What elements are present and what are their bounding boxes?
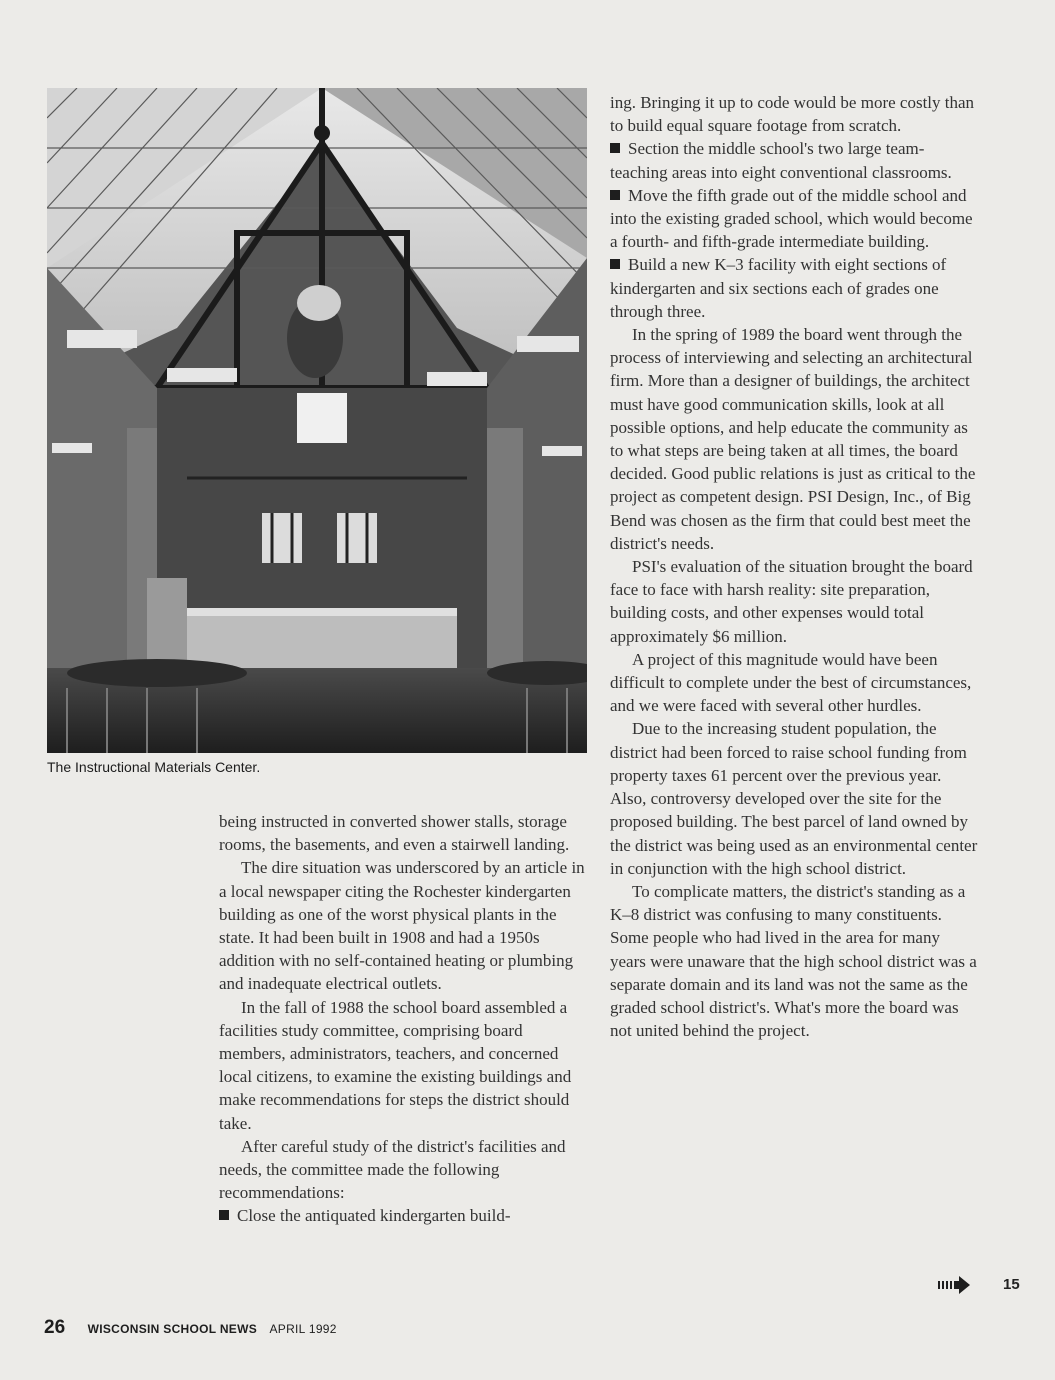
paragraph: In the fall of 1988 the school board assembled a facilities study committee, comprising board members, administrators, teachers, and concerned local citizens, to examine the existing buildings and make recommendations for steps the district should take. (219, 997, 572, 1133)
photo-caption: The Instructional Materials Center. (47, 759, 261, 775)
page-number: 26 (44, 1317, 66, 1338)
bullet-square-icon (219, 1210, 229, 1220)
paragraph: After careful study of the district's facilities and needs, the committee made the following recommendations: (219, 1136, 566, 1203)
paragraph: Due to the increasing student population, the district had been forced to raise school funding from property taxes 61 percent over the previous year. Also, controversy developed over the site for the proposed building. The best parcel of land owned by the district was being used as an environmental center in conjunction with the high school district. (610, 719, 978, 878)
article-column-right (610, 91, 980, 1042)
article-column-left (219, 810, 589, 1228)
page-footer (44, 1317, 337, 1339)
paragraph: To complicate matters, the district's standing as a K–8 district was confusing to many constituents. Some people who had lived in the area for many years were unaware that the high school district was a separate domain and its land was not the same as the graded school district's. What's more the board was not united behind the project. (610, 881, 977, 1041)
continue-arrow-icon (938, 1275, 972, 1295)
paragraph-continuation: being instructed in converted shower stalls, storage rooms, the basements, and even a stairwell landing. (219, 812, 570, 855)
paragraph: A project of this magnitude would have been difficult to complete under the best of circumstances, and we were faced with several other hurdles. (610, 649, 972, 716)
bullet-square-icon (610, 259, 620, 269)
paragraph: In the spring of 1989 the board went through the process of interviewing and selecting an architectural firm. More than a designer of buildings, the architect must have good communication skills, look at all possible options, and help educate the community as to what steps are being taken at all times, the board decided. Good public relations is just as critical to the project as competent design. PSI Design, Inc., of Big Bend was chosen as the firm that could best meet the district's needs. (610, 325, 976, 553)
bullet-item: Move the fifth grade out of the middle school and into the existing graded school, which would become a fourth- and fifth-grade intermediate building. (610, 185, 973, 252)
page-number-right: 15 (1003, 1276, 1020, 1293)
bullet-square-icon (610, 190, 620, 200)
photo-instructional-materials-center (47, 88, 587, 753)
bullet-square-icon (610, 143, 620, 153)
bullet-item: Section the middle school's two large team-teaching areas into eight conventional classrooms. (610, 139, 952, 182)
paragraph: The dire situation was underscored by an article in a local newspaper citing the Rochester kindergarten building as one of the worst physical plants in the state. It had been built in 1908 and had a 1950s addition with no self-contained heating or plumbing and inadequate electrical outlets. (219, 858, 585, 994)
issue-date: APRIL 1992 (269, 1322, 337, 1336)
publication-name: WISCONSIN SCHOOL NEWS (87, 1322, 258, 1336)
paragraph: PSI's evaluation of the situation brought the board face to face with harsh reality: site preparation, building costs, and other expenses would total approximately $6 million. (610, 557, 973, 646)
bullet-item: Close the antiquated kindergarten build- (219, 1204, 589, 1227)
bullet-item: Build a new K–3 facility with eight sections of kindergarten and six sections each of grades one through three. (610, 255, 947, 321)
paragraph-continuation: ing. Bringing it up to code would be more costly than to build equal square footage from scratch. (610, 93, 975, 136)
